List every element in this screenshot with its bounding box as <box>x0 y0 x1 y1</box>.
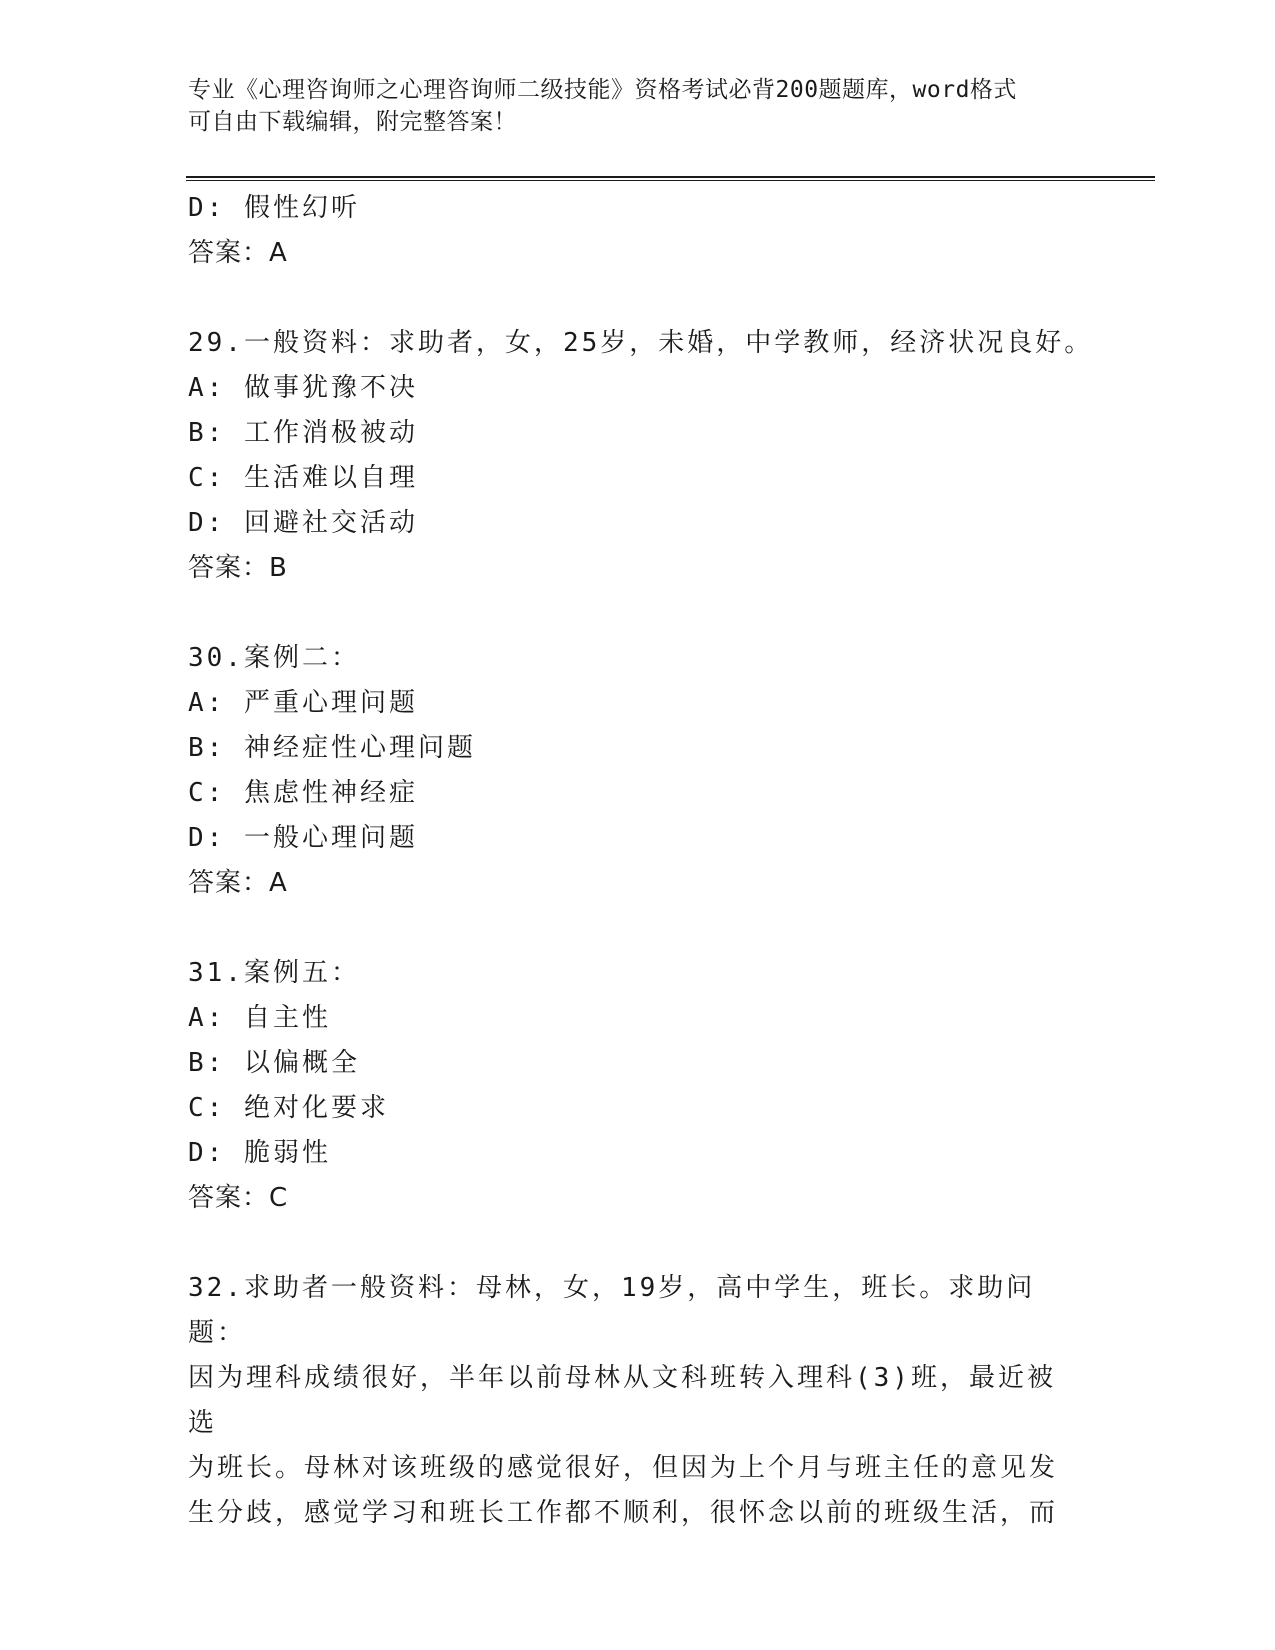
question-list <box>188 186 1094 1536</box>
option-a: A: 做事犹豫不决 <box>188 373 418 403</box>
answer: 答案：C <box>188 1183 289 1213</box>
question-stem: 30.案例二： <box>188 643 360 673</box>
option-d: D: 一般心理问题 <box>188 823 418 853</box>
question-31 <box>188 951 1088 1221</box>
question-32 <box>188 1266 1088 1536</box>
answer: 答案：B <box>188 553 288 583</box>
paragraph-line: 32.求助者一般资料：母林，女，19岁，高中学生，班长。求助问题： <box>188 1273 1036 1348</box>
paragraph-line: 生分歧，感觉学习和班长工作都不顺利，很怀念以前的班级生活，而 <box>188 1498 1059 1528</box>
page-header <box>188 74 1068 138</box>
answer: 答案：A <box>188 868 288 898</box>
option-c: C: 焦虑性神经症 <box>188 778 418 808</box>
option-d: D: 脆弱性 <box>188 1138 331 1168</box>
spacer <box>188 276 1088 321</box>
question-stem: 31.案例五： <box>188 958 360 988</box>
spacer <box>188 906 1088 951</box>
question-stem: 29.一般资料：求助者，女，25岁，未婚，中学教师，经济状况良好。 <box>188 328 1094 358</box>
question-29 <box>188 321 1094 591</box>
option-d: D: 回避社交活动 <box>188 508 418 538</box>
header-divider <box>186 176 1155 181</box>
paragraph-line: 因为理科成绩很好，半年以前母林从文科班转入理科(3)班，最近被选 <box>188 1363 1056 1438</box>
option-b: B: 神经症性心理问题 <box>188 733 476 763</box>
option-b: B: 以偏概全 <box>188 1048 360 1078</box>
option-a: A: 自主性 <box>188 1003 331 1033</box>
header-line-2: 可自由下载编辑，附完整答案！ <box>188 109 517 135</box>
question-30 <box>188 636 1088 906</box>
paragraph-line: 为班长。母林对该班级的感觉很好，但因为上个月与班主任的意见发 <box>188 1453 1059 1483</box>
option-c: C: 绝对化要求 <box>188 1093 389 1123</box>
prev-answer: 答案：A <box>188 238 288 268</box>
option-a: A: 严重心理问题 <box>188 688 418 718</box>
spacer <box>188 591 1088 636</box>
option-b: B: 工作消极被动 <box>188 418 418 448</box>
spacer <box>188 1221 1088 1266</box>
prev-option-d: D: 假性幻听 <box>188 193 360 223</box>
header-line-1: 专业《心理咨询师之心理咨询师二级技能》资格考试必背200题题库，word格式 <box>188 77 1017 103</box>
option-c: C: 生活难以自理 <box>188 463 418 493</box>
